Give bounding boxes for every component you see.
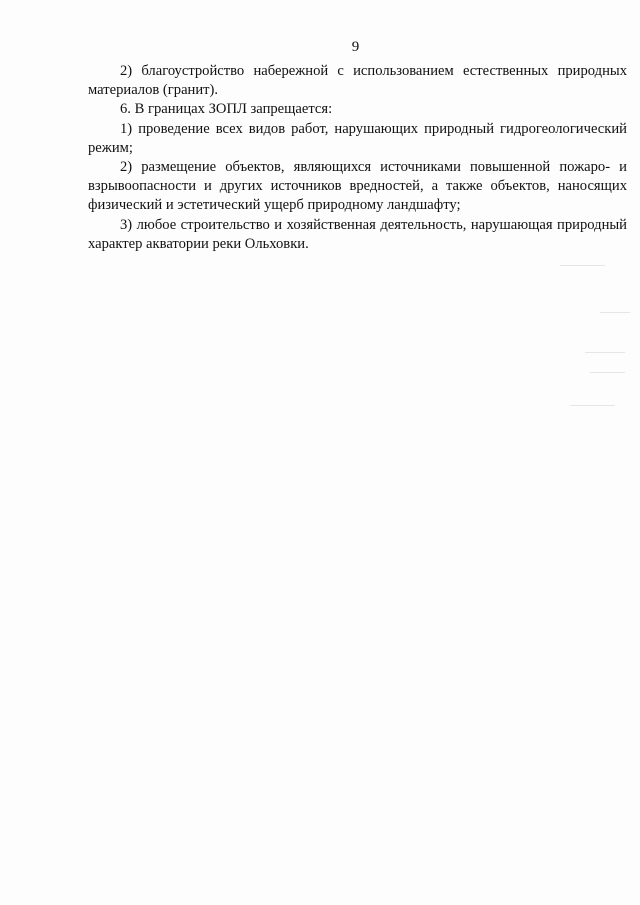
- paragraph-prohibitions-heading: 6. В границах ЗОПЛ запрещается:: [120, 101, 333, 118]
- page-number: 9: [351, 39, 360, 55]
- paragraph-prohibition-3: 3) любое строительство и хозяйственная деятельность, нарушающая природный характер акватории реки Ольховки.: [88, 216, 627, 252]
- scan-bleed-mark: [600, 312, 630, 313]
- paragraph-landscaping: 2) благоустройство набережной с использованием естественных природных материалов (гранит).: [88, 63, 627, 99]
- scan-bleed-mark: [570, 405, 615, 406]
- scan-bleed-mark: [585, 352, 625, 353]
- scan-bleed-mark: [560, 265, 605, 266]
- scan-bleed-mark: [590, 372, 625, 373]
- paragraph-prohibition-1: 1) проведение всех видов работ, нарушающих природный гидрогеологический режим;: [88, 120, 627, 156]
- paragraph-prohibition-2: 2) размещение объектов, являющихся источниками повышенной пожаро- и взрывоопасности и других источников вредностей, а также объектов, наносящих физический и эстетический ущерб природному ландшафту;: [88, 159, 627, 214]
